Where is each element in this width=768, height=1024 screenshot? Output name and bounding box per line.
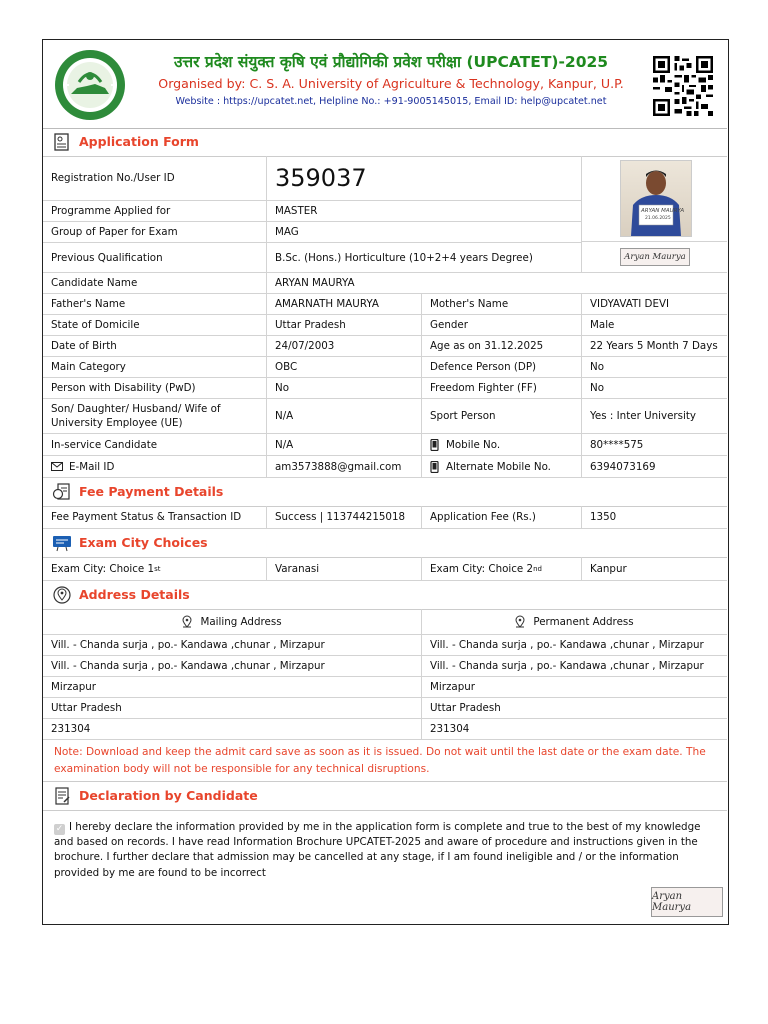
mother-label: Mother's Name <box>422 294 582 315</box>
payment-icon <box>52 483 72 501</box>
exam-title-hindi: उत्तर प्रदेश संयुक्त कृषि एवं प्रौद्योगिकी प्रवेश परीक्षा (UPCATET)-2025 <box>173 53 609 71</box>
mailing-address-label: Mailing Address <box>200 615 282 628</box>
city-choice1-label: Exam City: Choice 1 <box>51 562 155 575</box>
candidate-photo <box>620 160 692 237</box>
mailing-header <box>43 609 422 635</box>
fee-amount-label: Application Fee (Rs.) <box>422 506 582 529</box>
mailing-line-1: Vill. - Chanda surja , po.- Kandawa ,chunar , Mirzapur <box>43 635 422 656</box>
gender-value: Male <box>582 315 727 336</box>
sport-label: Sport Person <box>422 399 582 434</box>
ordinal-suffix: st <box>154 564 161 573</box>
alt-mobile-value: 6394073169 <box>582 456 727 478</box>
mobile-value: 80****575 <box>582 434 727 456</box>
mobile-icon <box>430 461 439 473</box>
candidate-label: Candidate Name <box>43 273 267 294</box>
age-value: 22 Years 5 Month 7 Days <box>582 336 727 357</box>
dob-label: Date of Birth <box>43 336 267 357</box>
section-title: Application Form <box>79 134 199 149</box>
mailing-district: Mirzapur <box>43 677 422 698</box>
fee-status-value: Success | 113744215018 <box>267 506 422 529</box>
mail-icon <box>51 462 63 471</box>
qr-code <box>653 56 713 116</box>
section-title: Fee Payment Details <box>79 484 224 499</box>
permanent-state: Uttar Pradesh <box>422 698 727 719</box>
photo-caption-date: 21.06.2025 <box>645 216 671 221</box>
section-declaration <box>43 782 727 811</box>
mailing-pincode: 231304 <box>43 719 422 740</box>
email-value: am3573888@gmail.com <box>267 456 422 478</box>
header <box>43 40 727 129</box>
reg-label: Registration No./User ID <box>43 156 267 201</box>
section-exam-city <box>43 529 727 558</box>
reg-value: 359037 <box>267 156 582 201</box>
location-icon <box>52 586 72 604</box>
alt-mobile-label-cell <box>422 456 582 478</box>
inservice-value: N/A <box>267 434 422 456</box>
category-label: Main Category <box>43 357 267 378</box>
candidate-signature-thumb: Aryan Maurya <box>620 248 690 266</box>
candidate-signature: Aryan Maurya <box>651 887 723 917</box>
mobile-icon <box>430 439 439 451</box>
permanent-header <box>422 609 727 635</box>
declaration-checkbox[interactable]: ✓ <box>55 824 64 834</box>
location-pin-icon <box>182 615 192 628</box>
university-logo <box>53 48 127 122</box>
permanent-district: Mirzapur <box>422 677 727 698</box>
defence-value: No <box>582 357 727 378</box>
ue-label: Son/ Daughter/ Husband/ Wife of University Employee (UE) <box>43 399 267 434</box>
section-title: Declaration by Candidate <box>79 788 258 803</box>
organiser-line: Organised by: C. S. A. University of Agriculture & Technology, Kanpur, U.P. <box>158 76 624 91</box>
defence-label: Defence Person (DP) <box>422 357 582 378</box>
city-choice1-label-cell <box>43 557 267 581</box>
group-label: Group of Paper for Exam <box>43 222 267 243</box>
programme-label: Programme Applied for <box>43 201 267 222</box>
photo-caption-name: ARYAN MAURYA <box>641 208 685 214</box>
mailing-line-2: Vill. - Chanda surja , po.- Kandawa ,chunar , Mirzapur <box>43 656 422 677</box>
father-label: Father's Name <box>43 294 267 315</box>
ff-value: No <box>582 378 727 399</box>
inservice-label: In-service Candidate <box>43 434 267 456</box>
email-label-cell <box>43 456 267 478</box>
form-icon <box>52 133 72 151</box>
mailing-state: Uttar Pradesh <box>43 698 422 719</box>
domicile-value: Uttar Pradesh <box>267 315 422 336</box>
admit-card-note: Note: Download and keep the admit card save as soon as it is issued. Do not wait until the last date or the exam date. The examination body will not be responsible for any technical disruptions. <box>54 746 706 775</box>
ff-label: Freedom Fighter (FF) <box>422 378 582 399</box>
permanent-line-1: Vill. - Chanda surja , po.- Kandawa ,chunar , Mirzapur <box>422 635 727 656</box>
fee-amount-value: 1350 <box>582 506 727 529</box>
section-title: Address Details <box>79 587 190 602</box>
programme-value: MASTER <box>267 201 582 222</box>
sport-value: Yes : Inter University <box>582 399 727 434</box>
section-address <box>43 581 727 610</box>
ordinal-suffix: nd <box>533 564 542 573</box>
city-board-icon <box>52 534 72 552</box>
city-choice2-label-cell <box>422 557 582 581</box>
mother-value: VIDYAVATI DEVI <box>582 294 727 315</box>
group-value: MAG <box>267 222 582 243</box>
pwd-label: Person with Disability (PwD) <box>43 378 267 399</box>
city-choice1-value: Varanasi <box>267 557 422 581</box>
section-fee-payment <box>43 478 727 507</box>
prev-qual-value: B.Sc. (Hons.) Horticulture (10+2+4 years Degree) <box>267 243 582 273</box>
declaration-text: I hereby declare the information provided by me in the application form is complete and true to the best of my knowledge and based on records. I have read Information Brochure UPCATET-2025 and aware of procedure and instructions given in the brochure. I further declare that admission may be cancelled at any stage, if I am found ineligible and / or the information provided by me are found to be incorrect <box>54 821 701 879</box>
section-application-form <box>43 128 727 157</box>
city-choice2-value: Kanpur <box>582 557 727 581</box>
permanent-line-2: Vill. - Chanda surja , po.- Kandawa ,chunar , Mirzapur <box>422 656 727 677</box>
mobile-label-cell <box>422 434 582 456</box>
pwd-value: No <box>267 378 422 399</box>
contact-line: Website : https://upcatet.net, Helpline No.: +91-9005145015, Email ID: help@upcatet.net <box>175 96 607 107</box>
location-pin-icon <box>515 615 525 628</box>
age-label: Age as on 31.12.2025 <box>422 336 582 357</box>
prev-qual-label: Previous Qualification <box>43 243 267 273</box>
father-value: AMARNATH MAURYA <box>267 294 422 315</box>
section-title: Exam City Choices <box>79 535 208 550</box>
email-label: E-Mail ID <box>69 460 115 473</box>
declaration-icon <box>52 787 72 805</box>
candidate-value: ARYAN MAURYA <box>267 273 727 294</box>
application-form-page <box>42 39 729 925</box>
alt-mobile-label: Alternate Mobile No. <box>446 460 551 473</box>
ue-value: N/A <box>267 399 422 434</box>
domicile-label: State of Domicile <box>43 315 267 336</box>
category-value: OBC <box>267 357 422 378</box>
fee-status-label: Fee Payment Status & Transaction ID <box>43 506 267 529</box>
gender-label: Gender <box>422 315 582 336</box>
dob-value: 24/07/2003 <box>267 336 422 357</box>
declaration-block <box>54 820 719 881</box>
permanent-address-label: Permanent Address <box>533 615 634 628</box>
city-choice2-label: Exam City: Choice 2 <box>430 562 534 575</box>
permanent-pincode: 231304 <box>422 719 727 740</box>
mobile-label: Mobile No. <box>446 438 501 451</box>
